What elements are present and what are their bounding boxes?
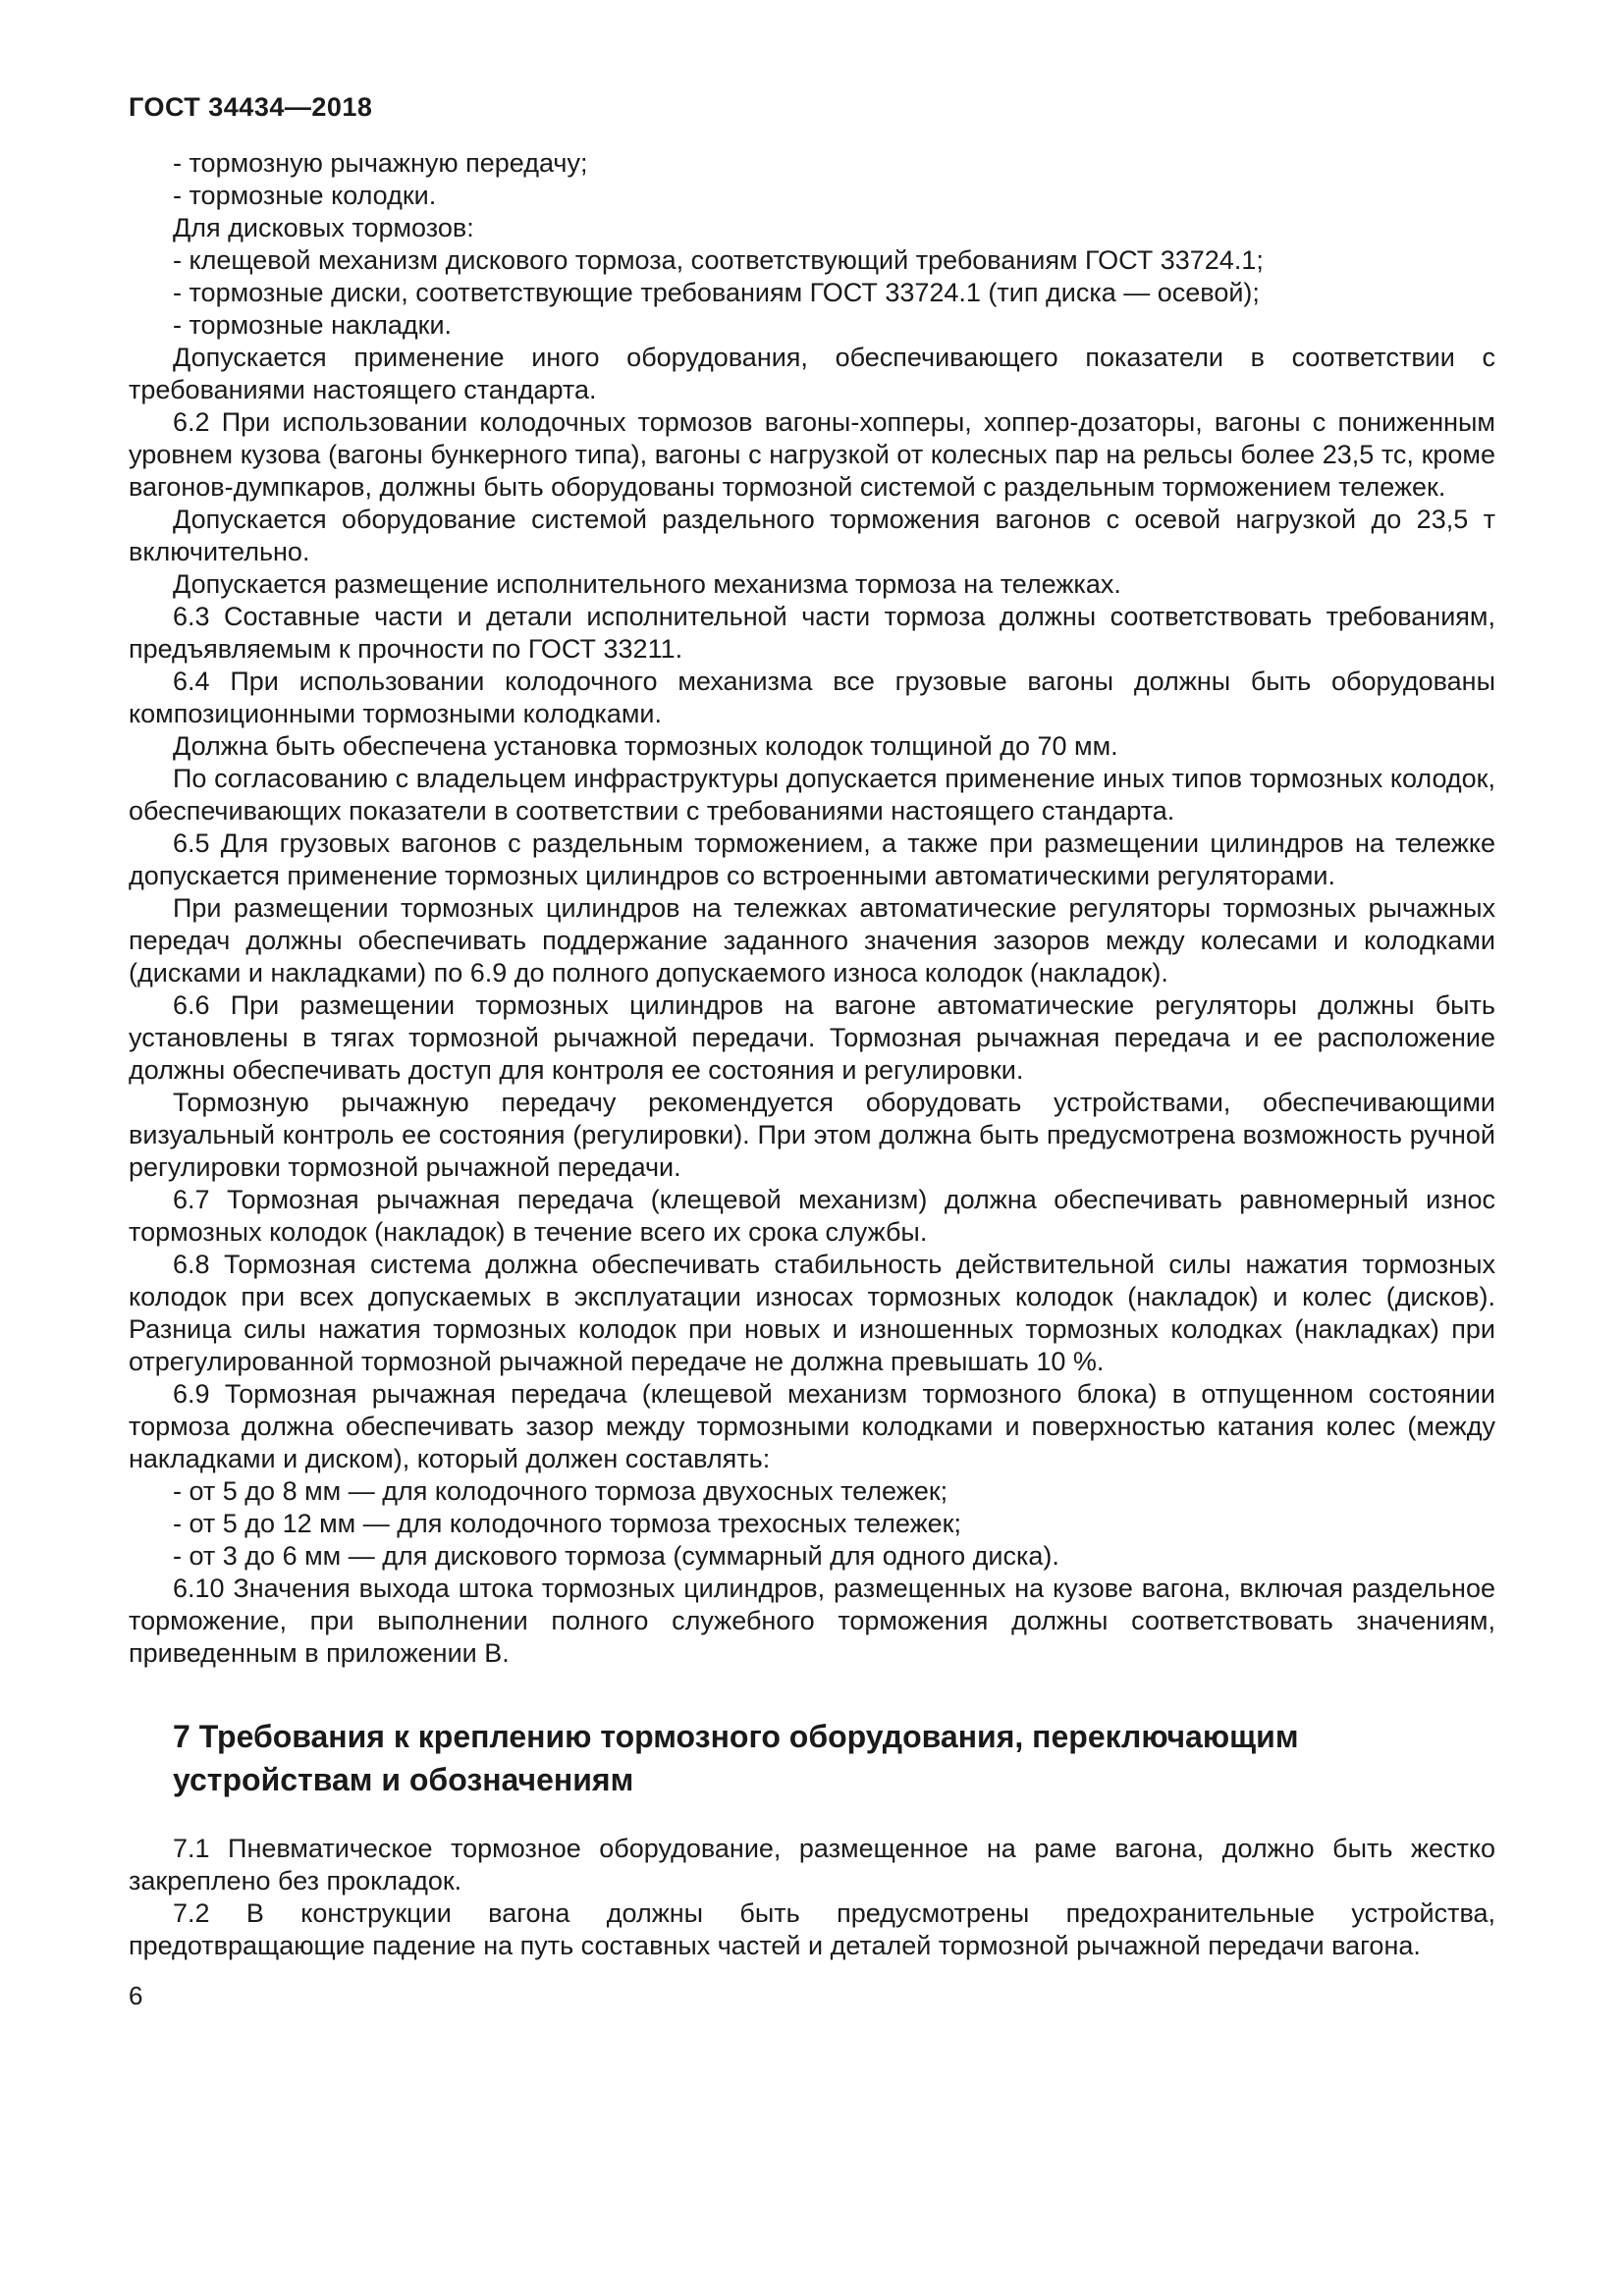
paragraph: 6.7 Тормозная рычажная передача (клещевой механизм) должна обеспечивать равномерный износ тормозных колодок (накладок) в течение всего их срока службы.: [129, 1185, 1495, 1247]
list-item: - от 5 до 8 мм — для колодочного тормоза двухосных тележек;: [173, 1476, 948, 1506]
list-item: - от 5 до 12 мм — для колодочного тормоза трехосных тележек;: [173, 1509, 961, 1538]
page-number: 6: [129, 1981, 143, 2010]
paragraph: 6.9 Тормозная рычажная передача (клещевой механизм тормозного блока) в отпущенном состоянии тормоза должна обеспечивать зазор между тормозными колодками и поверхностью катания колес (между накладками и диском), который должен составлять:: [129, 1379, 1495, 1473]
list-item: Для дисковых тормозов:: [173, 213, 474, 242]
paragraph: 6.3 Составные части и детали исполнительной части тормоза должны соответствовать требованиям, предъявляемым к прочности по ГОСТ 33211.: [129, 602, 1495, 664]
paragraph: 6.2 При использовании колодочных тормозов вагоны-хопперы, хоппер-дозаторы, вагоны с пониженным уровнем кузова (вагоны бункерного типа), вагоны с нагрузкой от колесных пар на рельсы более 23,5 тс, кроме вагонов-думпкаров, должны быть оборудованы тормозной системой с раздельным торможением тележек.: [129, 407, 1495, 502]
paragraph: 7.1 Пневматическое тормозное оборудование, размещенное на раме вагона, должно быть жестко закреплено без прокладок.: [129, 1834, 1495, 1896]
document-code-header: ГОСТ 34434—2018: [129, 92, 373, 122]
list-item: - клещевой механизм дискового тормоза, соответствующий требованиям ГОСТ 33724.1;: [173, 245, 1264, 275]
paragraph: 6.6 При размещении тормозных цилиндров на вагоне автоматические регуляторы должны быть установлены в тягах тормозной рычажной передачи. Тормозная рычажная передача и ее расположение должны обеспечивать доступ для контроля ее состояния и регулировки.: [129, 990, 1495, 1085]
document-body: [129, 147, 1495, 2012]
paragraph: При размещении тормозных цилиндров на тележках автоматические регуляторы тормозных рычажных передач должны обеспечивать поддержание заданного значения зазоров между колесами и колодками (дисками и накладками) по 6.9 до полного допускаемого износа колодок (накладок).: [129, 893, 1495, 988]
paragraph: 6.8 Тормозная система должна обеспечивать стабильность действительной силы нажатия тормозных колодок при всех допускаемых в эксплуатации износах тормозных колодок (накладок) и колес (дисков). Разница силы нажатия тормозных колодок при новых и изношенных тормозных колодках (накладках) при отрегулированной тормозной рычажной передаче не должна превышать 10 %.: [129, 1250, 1495, 1376]
paragraph: Допускается оборудование системой раздельного торможения вагонов с осевой нагрузкой до 23,5 т включительно.: [129, 505, 1495, 566]
paragraph: 6.5 Для грузовых вагонов с раздельным торможением, а также при размещении цилиндров на тележке допускается применение тормозных цилиндров со встроенными автоматическими регуляторами.: [129, 828, 1495, 890]
list-item: - тормозную рычажную передачу;: [173, 148, 588, 178]
list-item: - тормозные накладки.: [173, 310, 453, 340]
paragraph: Допускается размещение исполнительного механизма тормоза на тележках.: [173, 569, 1121, 599]
list-item: - тормозные колодки.: [173, 181, 437, 210]
paragraph: Должна быть обеспечена установка тормозных колодок толщиной до 70 мм.: [173, 731, 1118, 761]
paragraph: 6.10 Значения выхода штока тормозных цилиндров, размещенных на кузове вагона, включая раздельное торможение, при выполнении полного служебного торможения должны соответствовать значениям, приведенным в приложении В.: [129, 1574, 1495, 1668]
list-item: - тормозные диски, соответствующие требованиям ГОСТ 33724.1 (тип диска — осевой);: [173, 278, 1260, 307]
paragraph: Тормозную рычажную передачу рекомендуется оборудовать устройствами, обеспечивающими визуальный контроль ее состояния (регулировки). При этом должна быть предусмотрена возможность ручной регулировки тормозной рычажной передачи.: [129, 1088, 1495, 1182]
paragraph: Допускается применение иного оборудования, обеспечивающего показатели в соответствии с требованиями настоящего стандарта.: [129, 343, 1495, 404]
paragraph: По согласованию с владельцем инфраструктуры допускается применение иных типов тормозных колодок, обеспечивающих показатели в соответствии с требованиями настоящего стандарта.: [129, 764, 1495, 826]
list-item: - от 3 до 6 мм — для дискового тормоза (суммарный для одного диска).: [173, 1541, 1059, 1571]
section-heading: 7 Требования к креплению тормозного оборудования, переключающим устройствам и обозначениям: [173, 1719, 1299, 1797]
paragraph: 6.4 При использовании колодочного механизма все грузовые вагоны должны быть оборудованы композиционными тормозными колодками.: [129, 667, 1495, 728]
paragraph: 7.2 В конструкции вагона должны быть предусмотрены предохранительные устройства, предотвращающие падение на путь составных частей и деталей тормозной рычажной передачи вагона.: [129, 1898, 1495, 1960]
